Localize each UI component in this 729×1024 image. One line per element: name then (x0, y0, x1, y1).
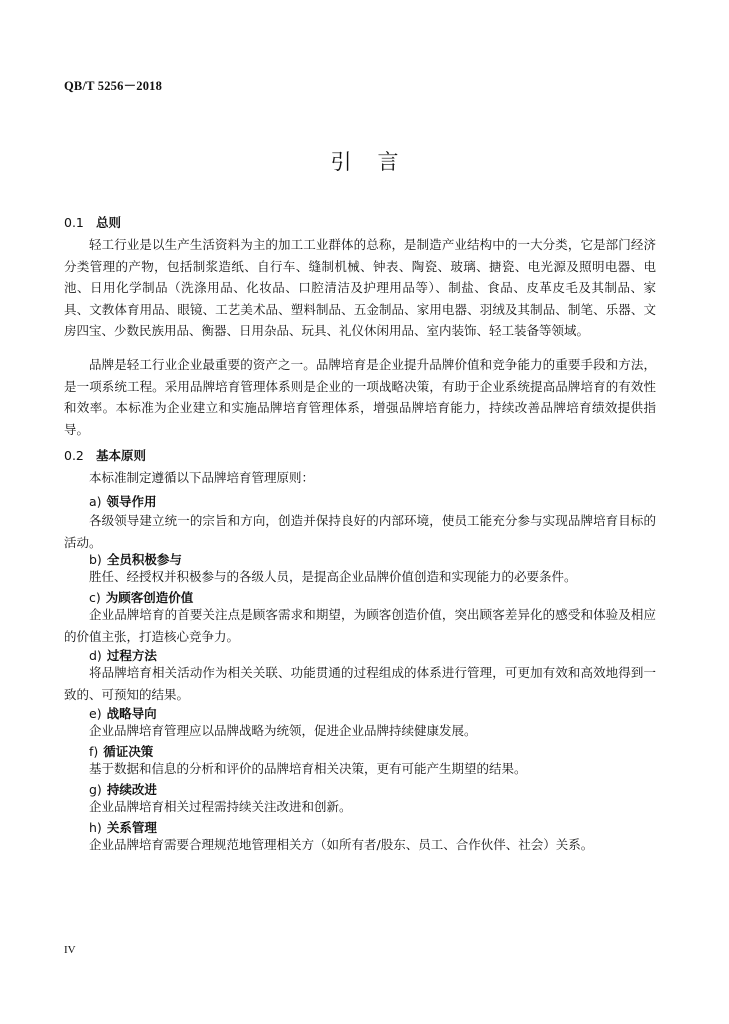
page-title: 引言 (330, 150, 425, 174)
principle-label: a) (89, 494, 102, 509)
principle-title: 领导作用 (106, 494, 157, 509)
principle-title: 关系管理 (106, 820, 157, 835)
principle-heading (89, 492, 157, 510)
principle-label: e) (89, 706, 102, 721)
page-number: IV (64, 944, 76, 956)
principle-text: 企业品牌培育管理应以品牌战略为统领，促进企业品牌持续健康发展。 (89, 723, 477, 738)
standard-code: QB/T 5256－2018 (64, 79, 163, 93)
principle-title: 全员积极参与 (106, 552, 182, 567)
principle-label: d) (89, 648, 102, 663)
principle-text: 将品牌培育相关活动作为相关关联、功能贯通的过程组成的体系进行管理，可更加有效和高效地得到一致的、可预知的结果。 (64, 665, 656, 702)
section-number: 0.2 (64, 448, 84, 463)
paragraph: 品牌是轻工行业企业最重要的资产之一。品牌培育是企业提升品牌价值和竞争能力的重要手段和方法，是一项系统工程。采用品牌培育管理体系则是企业的一项战略决策，有助于企业系统提高品牌培育的有效性和效率。本标准为企业建立和实施品牌培育管理体系，增强品牌培育能力，持续改善品牌培育绩效提供指导。 (64, 357, 656, 437)
principle-title: 持续改进 (106, 782, 157, 797)
principle-label: f) (89, 744, 99, 759)
principle-text: 基于数据和信息的分析和评价的品牌培育相关决策，更有可能产生期望的结果。 (89, 761, 527, 776)
principle-text: 胜任、经授权并积极参与的各级人员，是提高企业品牌价值创造和实现能力的必要条件。 (89, 569, 577, 584)
section-title: 总则 (96, 215, 122, 230)
principle-label: b) (89, 552, 102, 567)
section-number: 0.1 (64, 215, 84, 230)
principle-title: 战略导向 (106, 706, 157, 721)
section-heading-0-2 (64, 446, 146, 464)
principle-label: c) (89, 590, 101, 605)
section-heading-0-1 (64, 213, 121, 231)
principle-title: 为顾客创造价值 (105, 590, 194, 605)
principle-title: 循证决策 (103, 744, 154, 759)
section-intro: 本标准制定遵循以下品牌培育管理原则： (89, 470, 315, 485)
principle-title: 过程方法 (106, 648, 157, 663)
principle-text: 企业品牌培育需要合理规范地管理相关方（如所有者/股东、员工、合作伙伴、社会）关系。 (89, 837, 594, 852)
principle-label: g) (89, 782, 102, 797)
paragraph: 轻工行业是以生产生活资料为主的加工工业群体的总称，是制造产业结构中的一大分类，它是部门经济分类管理的产物，包括制浆造纸、自行车、缝制机械、钟表、陶瓷、玻璃、搪瓷、电光源及照明电器、电池、日用化学制品（洗涤用品、化妆品、口腔清洁及护理用品等）、制盐、食品、皮革皮毛及其制品、家具、文教体育用品、眼镜、工艺美术品、塑料制品、五金制品、家用电器、羽绒及其制品、制笔、乐器、文房四宝、少数民族用品、衡器、日用杂品、玩具、礼仪休闲用品、室内装饰、轻工装备等领域。 (64, 237, 656, 339)
principle-text: 企业品牌培育相关过程需持续关注改进和创新。 (89, 799, 352, 814)
section-title: 基本原则 (96, 448, 147, 463)
principle-text: 企业品牌培育的首要关注点是顾客需求和期望，为顾客创造价值，突出顾客差异化的感受和体验及相应的价值主张，打造核心竞争力。 (64, 607, 656, 644)
principle-label: h) (89, 820, 102, 835)
principle-text: 各级领导建立统一的宗旨和方向，创造并保持良好的内部环境，使员工能充分参与实现品牌培育目标的活动。 (64, 513, 656, 550)
